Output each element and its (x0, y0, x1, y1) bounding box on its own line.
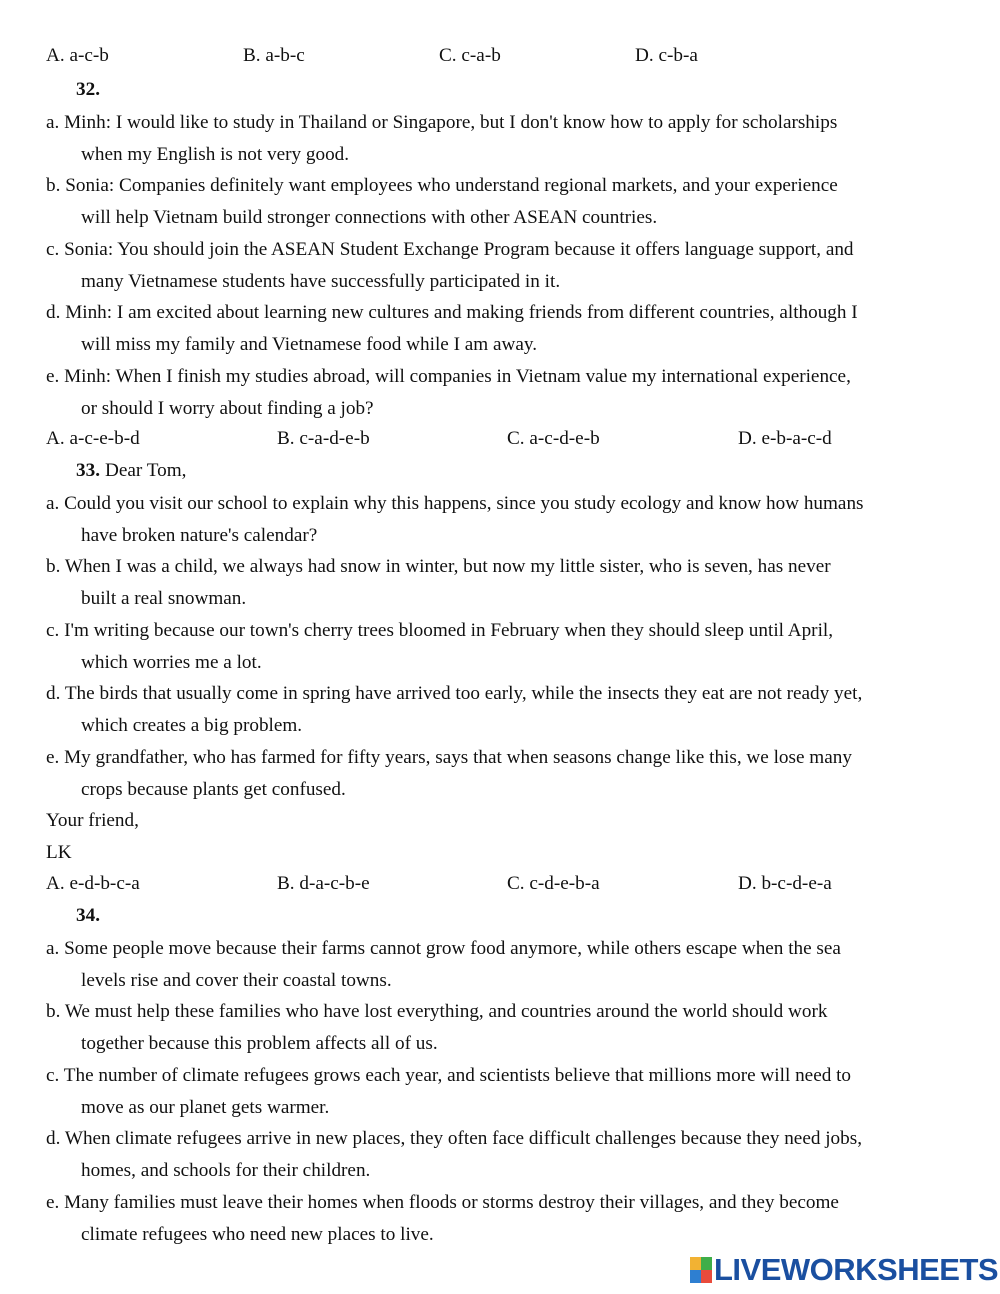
q33-number: 33. (76, 460, 100, 481)
q32-item-e-line2: or should I worry about finding a job? (81, 397, 374, 419)
q32-item-e (46, 361, 961, 424)
q33-item-d-line2: which creates a big problem. (81, 714, 303, 736)
q32-item-c (46, 234, 961, 297)
q31-option-b: B. a-b-c (243, 45, 305, 66)
q34-item-c-line1: c. The number of climate refugees grows each year, and scientists believe that millions more will need to (46, 1065, 852, 1086)
q34-item-a (46, 933, 961, 996)
q33-item-e (46, 742, 961, 805)
q32-item-b-line2: will help Vietnam build stronger connections with other ASEAN countries. (81, 206, 658, 228)
q32-item-d (46, 297, 961, 360)
q32-item-e-line1: e. Minh: When I finish my studies abroad, will companies in Vietnam value my international experience, (46, 366, 851, 387)
q33-item-b-line2: built a real snowman. (81, 587, 247, 609)
q33-item-e-line1: e. My grandfather, who has farmed for fifty years, says that when seasons change like this, we lose many (46, 747, 852, 768)
q33-option-a: A. e-d-b-c-a (46, 873, 140, 894)
q34-item-c (46, 1060, 961, 1123)
q33-item-d-line1: d. The birds that usually come in spring have arrived too early, while the insects they eat are not ready yet, (46, 683, 863, 704)
q31-option-a: A. a-c-b (46, 45, 109, 66)
q33-item-b (46, 551, 961, 614)
logo-text: LIVEWORKSHEETS (714, 1252, 999, 1287)
q33-item-c (46, 615, 961, 678)
q32-number: 32. (76, 79, 100, 100)
q32-item-d-line1: d. Minh: I am excited about learning new cultures and making friends from different countries, although I (46, 302, 858, 323)
q32-item-b (46, 170, 961, 233)
q34-number: 34. (76, 905, 100, 926)
q33-option-d: D. b-c-d-e-a (738, 873, 832, 894)
q33-item-e-line2: crops because plants get confused. (81, 778, 346, 800)
q34-item-b (46, 996, 961, 1059)
liveworksheets-logo[interactable] (690, 1252, 999, 1288)
q33-options (46, 873, 976, 903)
q33-item-c-line2: which worries me a lot. (81, 651, 262, 673)
q33-item-c-line1: c. I'm writing because our town's cherry trees bloomed in February when they should sleep until April, (46, 620, 834, 641)
q32-item-d-line2: will miss my family and Vietnamese food while I am away. (81, 333, 538, 355)
q33-closing: Your friend, (46, 810, 139, 831)
q32-item-a-line2: when my English is not very good. (81, 143, 350, 165)
q34-item-e (46, 1187, 961, 1250)
q32-option-a: A. a-c-e-b-d (46, 428, 140, 449)
q32-option-d: D. e-b-a-c-d (738, 428, 832, 449)
mark-tile-2 (701, 1257, 712, 1270)
q34-item-b-line2: together because this problem affects all of us. (81, 1032, 438, 1054)
q33-item-b-line1: b. When I was a child, we always had snow in winter, but now my little sister, who is seven, has never (46, 556, 831, 577)
q34-item-a-line1: a. Some people move because their farms cannot grow food anymore, while others escape when the sea (46, 938, 841, 959)
q34-item-b-line1: b. We must help these families who have lost everything, and countries around the world should work (46, 1001, 828, 1022)
q33-option-c: C. c-d-e-b-a (507, 873, 600, 894)
q34-item-d (46, 1123, 961, 1186)
q33-item-a-line1: a. Could you visit our school to explain why this happens, since you study ecology and know how humans (46, 493, 864, 514)
q34-item-e-line2: climate refugees who need new places to live. (81, 1223, 434, 1245)
q33-item-a-line2: have broken nature's calendar? (81, 524, 318, 546)
q33-item-d (46, 678, 961, 741)
q33-item-a (46, 488, 961, 551)
q31-option-d: D. c-b-a (635, 45, 698, 66)
q32-item-a (46, 107, 961, 170)
q32-item-b-line1: b. Sonia: Companies definitely want employees who understand regional markets, and your experience (46, 175, 838, 196)
q34-item-e-line1: e. Many families must leave their homes when floods or storms destroy their villages, and they become (46, 1192, 839, 1213)
q32-item-a-line1: a. Minh: I would like to study in Thailand or Singapore, but I don't know how to apply for scholarships (46, 112, 838, 133)
q33-signature: LK (46, 842, 72, 863)
q32-option-b: B. c-a-d-e-b (277, 428, 370, 449)
mark-tile-1 (690, 1257, 701, 1270)
q33-option-b: B. d-a-c-b-e (277, 873, 370, 894)
q32-option-c: C. a-c-d-e-b (507, 428, 600, 449)
q32-item-c-line1: c. Sonia: You should join the ASEAN Student Exchange Program because it offers language support, and (46, 239, 854, 260)
liveworksheets-mark-icon (690, 1257, 712, 1283)
q31-options (46, 45, 976, 75)
q34-item-a-line2: levels rise and cover their coastal towns. (81, 969, 392, 991)
q33-greeting: Dear Tom, (105, 460, 187, 481)
mark-tile-4 (701, 1270, 712, 1283)
q34-item-c-line2: move as our planet gets warmer. (81, 1096, 330, 1118)
q32-options (46, 428, 976, 458)
q34-item-d-line1: d. When climate refugees arrive in new places, they often face difficult challenges because they need jobs, (46, 1128, 863, 1149)
q31-option-c: C. c-a-b (439, 45, 501, 66)
q34-item-d-line2: homes, and schools for their children. (81, 1159, 371, 1181)
q32-item-c-line2: many Vietnamese students have successfully participated in it. (81, 270, 561, 292)
mark-tile-3 (690, 1270, 701, 1283)
